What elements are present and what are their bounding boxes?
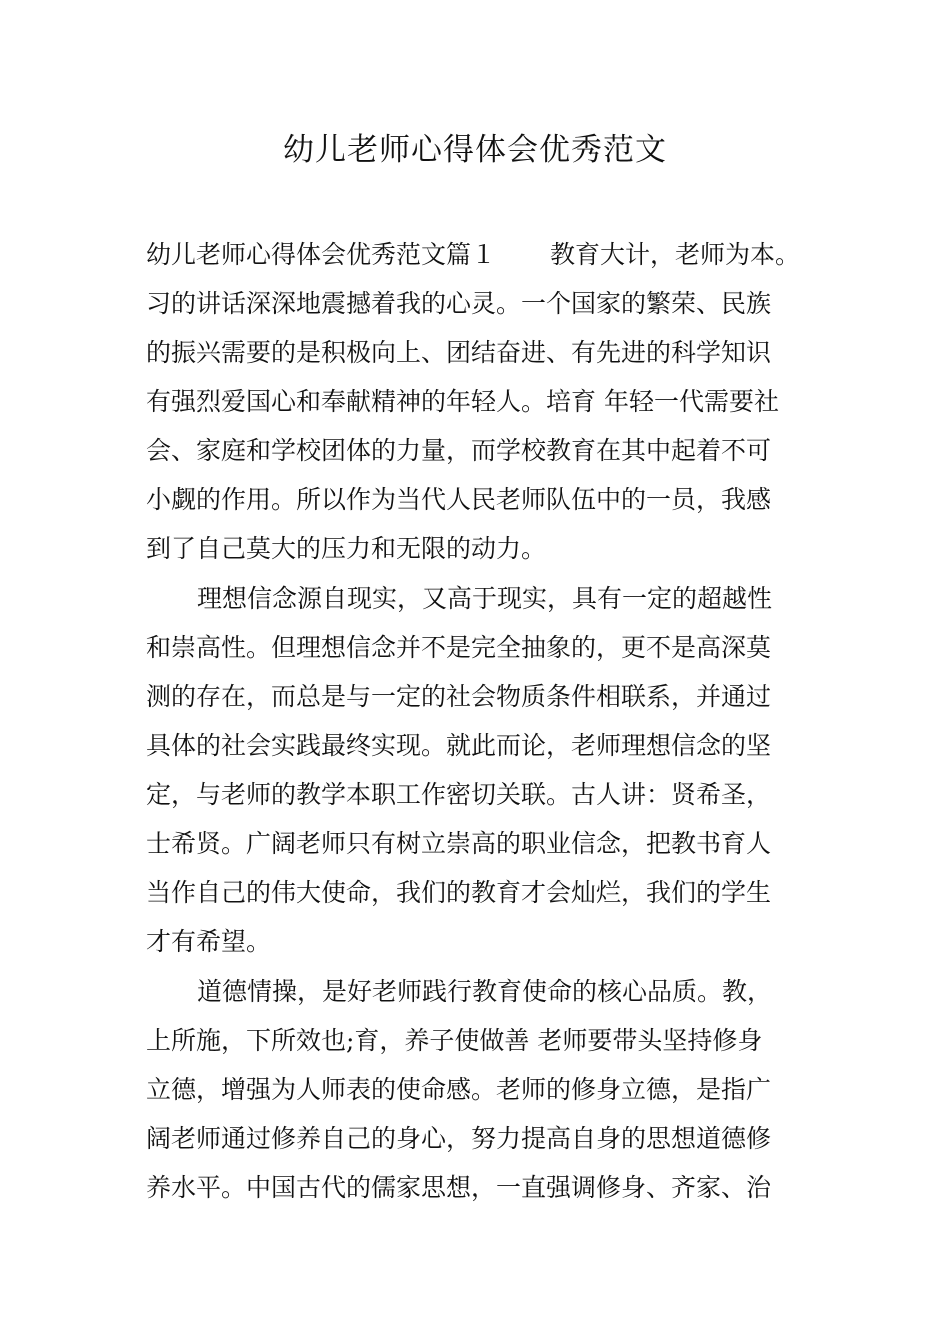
paragraph-line: 当作自己的伟大使命，我们的教育才会灿烂，我们的学生: [146, 878, 772, 907]
paragraph-line: 阔老师通过修养自己的身心，努力提高自身的思想道德修: [146, 1124, 772, 1153]
paragraph-line: 立德，增强为人师表的使命感。老师的修身立德，是指广: [146, 1075, 772, 1104]
paragraph-text: 教育大计，老师为本。: [550, 240, 801, 269]
document-title: 幼儿老师心得体会优秀范文: [283, 132, 667, 168]
paragraph-line: 会、家庭和学校团体的力量，而学校教育在其中起着不可: [146, 436, 772, 465]
paragraph-line: 道德情操，是好老师践行教育使命的核心品质。教，: [197, 977, 773, 1006]
paragraph-line: 才有希望。: [146, 927, 272, 956]
paragraph-line: 小觑的作用。所以作为当代人民老师队伍中的一员，我感: [146, 485, 772, 514]
paragraph-line: 士希贤。广阔老师只有树立崇高的职业信念，把教书育人: [146, 829, 772, 858]
paragraph-line: 养水平。中国古代的儒家思想，一直强调修身、齐家、治: [146, 1173, 772, 1202]
paragraph-line: 有强烈爱国心和奉献精神的年轻人。培育 年轻一代需要社: [146, 387, 779, 416]
paragraph-line: [146, 236, 800, 274]
section-heading: 幼儿老师心得体会优秀范文篇１: [146, 240, 497, 269]
paragraph-line: 理想信念源自现实，又高于现实，具有一定的超越性: [197, 584, 773, 613]
paragraph-line: 习的讲话深深地震撼着我的心灵。一个国家的繁荣、民族: [146, 289, 772, 318]
paragraph-line: 测的存在，而总是与一定的社会物质条件相联系，并通过: [146, 682, 772, 711]
paragraph-line: 具体的社会实践最终实现。就此而论，老师理想信念的坚: [146, 731, 772, 760]
paragraph-line: 到了自己莫大的压力和无限的动力。: [146, 534, 547, 563]
paragraph-line: 定，与老师的教学本职工作密切关联。古人讲：贤希圣，: [146, 780, 772, 809]
paragraph-line: 和崇高性。但理想信念并不是完全抽象的，更不是高深莫: [146, 633, 772, 662]
paragraph-line: 的振兴需要的是积极向上、团结奋进、有先进的科学知识: [146, 338, 772, 367]
paragraph-line: 上所施，下所效也;育，养子使做善 老师要带头坚持修身: [146, 1026, 763, 1055]
